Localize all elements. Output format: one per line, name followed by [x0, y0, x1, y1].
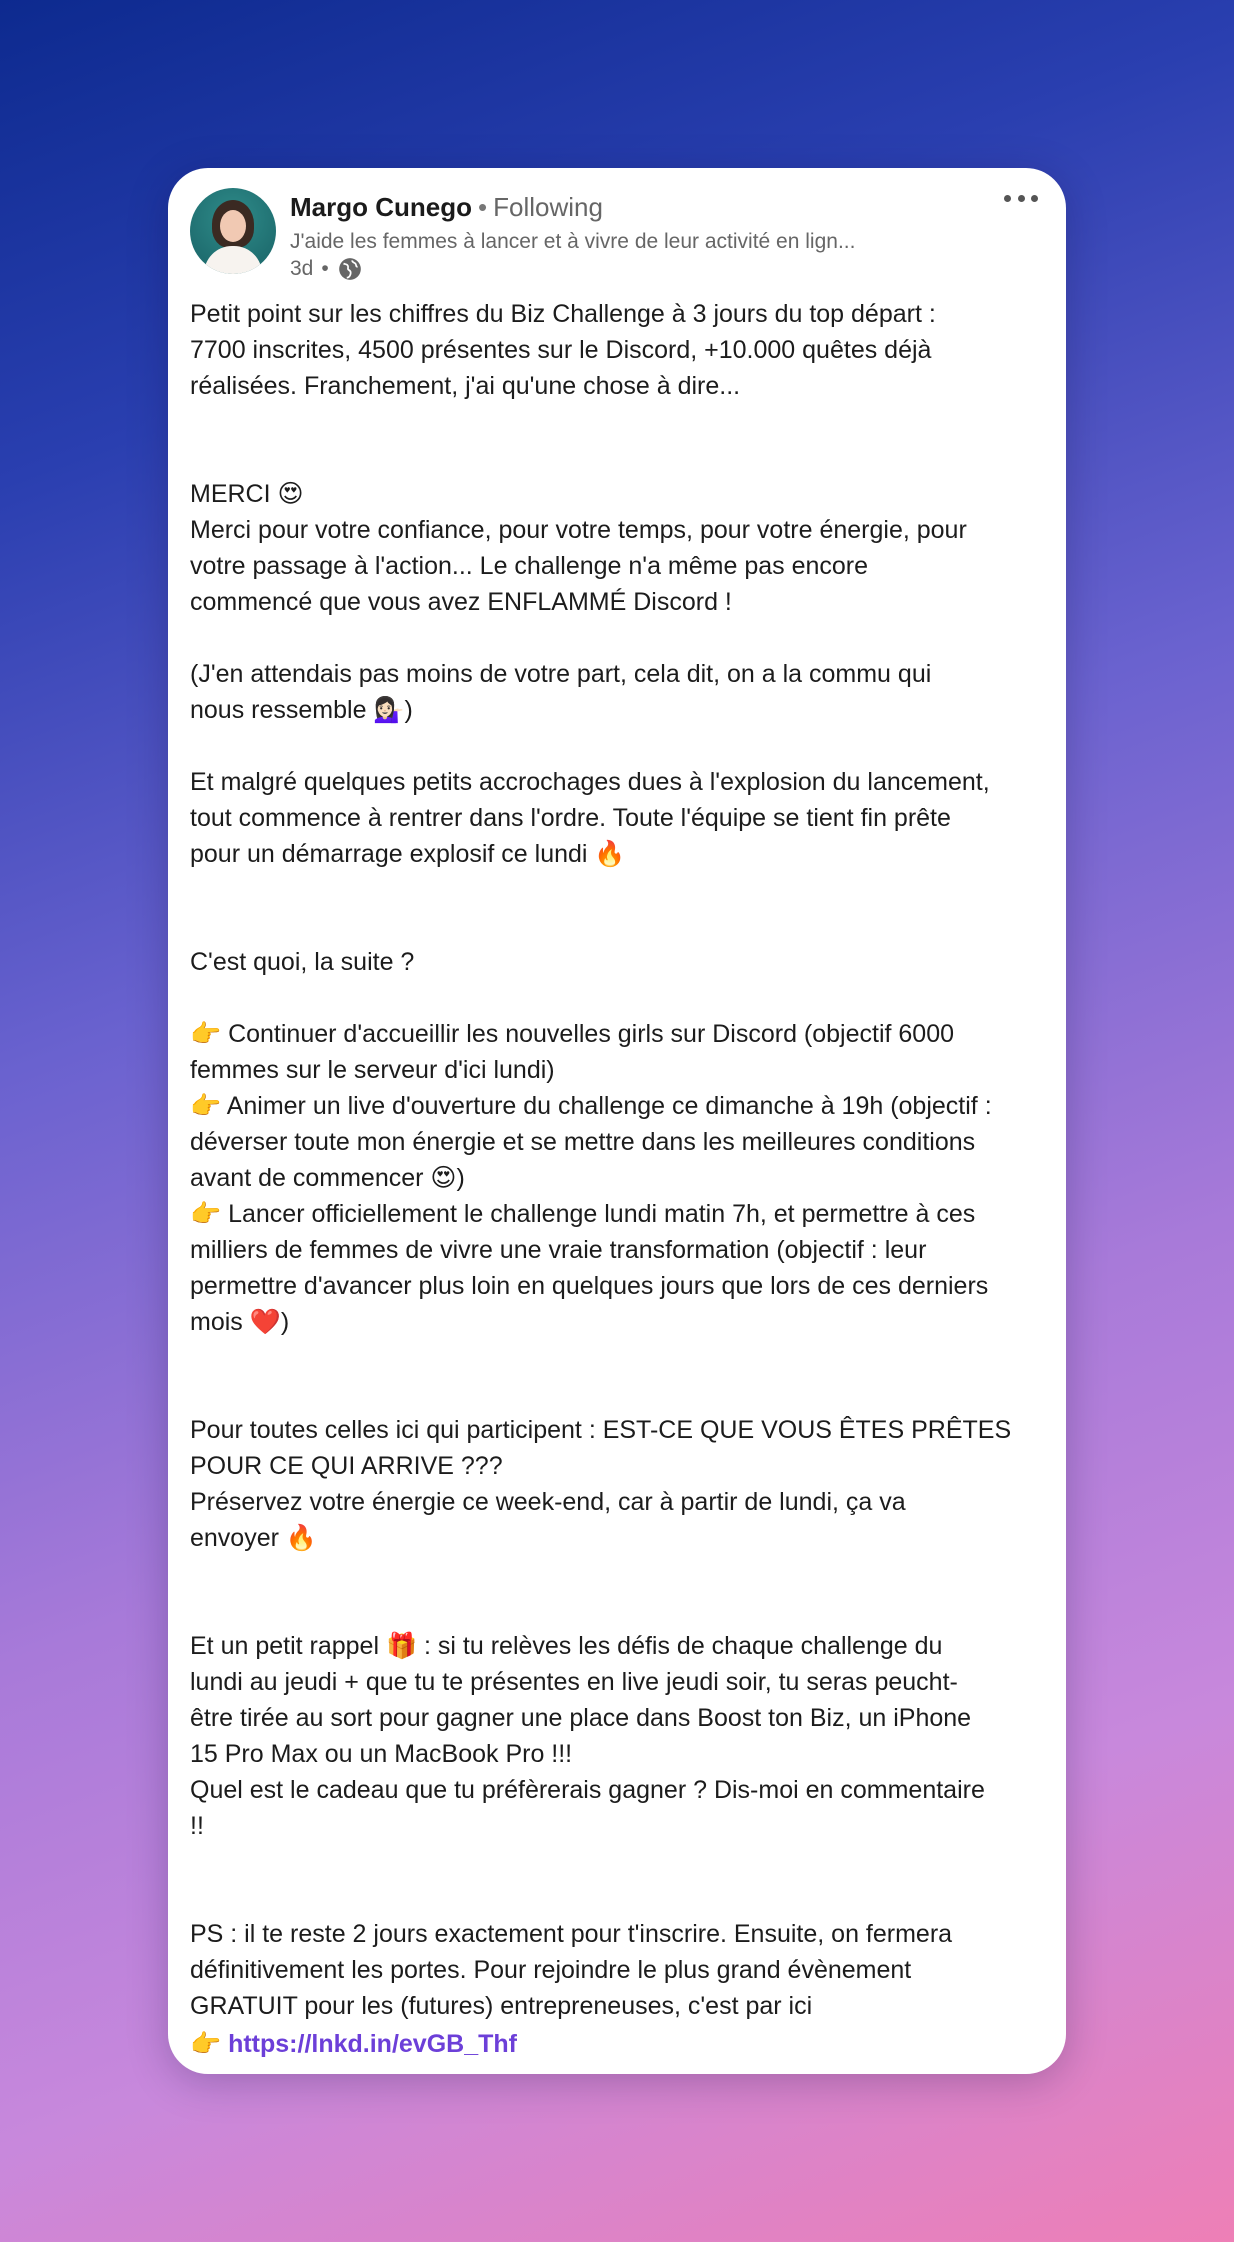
author-name[interactable]: Margo Cunego [290, 192, 472, 222]
follow-status[interactable]: Following [493, 192, 603, 222]
pointing-hand-icon: 👉 [190, 2030, 229, 2058]
author-headline: J'aide les femmes à lancer et à vivre de leur activité en lign... [290, 230, 856, 253]
avatar[interactable] [190, 188, 276, 274]
author-row [290, 192, 603, 223]
link-line [190, 2026, 517, 2062]
post-text: Petit point sur les chiffres du Biz Challenge à 3 jours du top départ : 7700 inscrites, 4500 présentes sur le Discord, +10.000 quêtes déjà réalisées. Franchement, j'ai qu'une chose à dire... MERCI 😍 Merci pour votre confiance, pour votre temps, pour votre énergie, pour votre passage à l'action... Le challenge n'a même pas encore commencé que vous avez ENFLAMMÉ Discord ! (J'en attendais pas moins de votre part, cela dit, on a la commu qui nous ressemble 💁🏻‍♀️) Et malgré quelques petits accrochages dues à l'explosion du lancement, tout commence à rentrer dans l'ordre. Toute l'équipe se tient fin prête pour un démarrage explosif ce lundi 🔥 C'est quoi, la suite ? 👉 Continuer d'accueillir les nouvelles girls sur Discord (objectif 6000 femmes sur le serveur d'ici lundi) 👉 Animer un live d'ouverture du challenge ce dimanche à 19h (objectif : déverser toute mon énergie et se mettre dans les meilleures conditions avant de commencer 😍) 👉 Lancer officiellement le challenge lundi matin 7h, et permettre à ces milliers de femmes de vivre une vraie transformation (objectif : leur permettre d'avancer plus loin en quelques jours que lors de ces derniers mois ❤️) Pour toutes celles ici qui participent : EST-CE QUE VOUS ÊTES PRÊTES POUR CE QUI ARRIVE ??? Préservez votre énergie ce week-end, car à partir de lundi, ça va envoyer 🔥 Et un petit rappel 🎁 : si tu relèves les défis de chaque challenge du lundi au jeudi + que tu te présentes en live jeudi soir, tu seras peucht- être tirée au sort pour gagner une place dans Boost ton Biz, un iPhone 15 Pro Max ou un MacBook Pro !!! Quel est le cadeau que tu préfèrerais gagner ? Dis-moi en commentaire !! PS : il te reste 2 jours exactement pour t'inscrire. Ensuite, on fermera définitivement les portes. Pour rejoindre le plus grand évènement GRATUIT pour les (futures) entrepreneuses, c'est par ici [190, 300, 1012, 2020]
post-card [168, 168, 1066, 2074]
time-separator: • [321, 257, 329, 280]
post-time: 3d [290, 257, 314, 280]
more-options-icon[interactable] [1004, 190, 1038, 206]
post-meta [290, 256, 363, 282]
globe-icon [337, 256, 363, 282]
name-separator: • [478, 192, 488, 222]
post-link[interactable]: https://lnkd.in/evGB_Thf [228, 2030, 517, 2058]
